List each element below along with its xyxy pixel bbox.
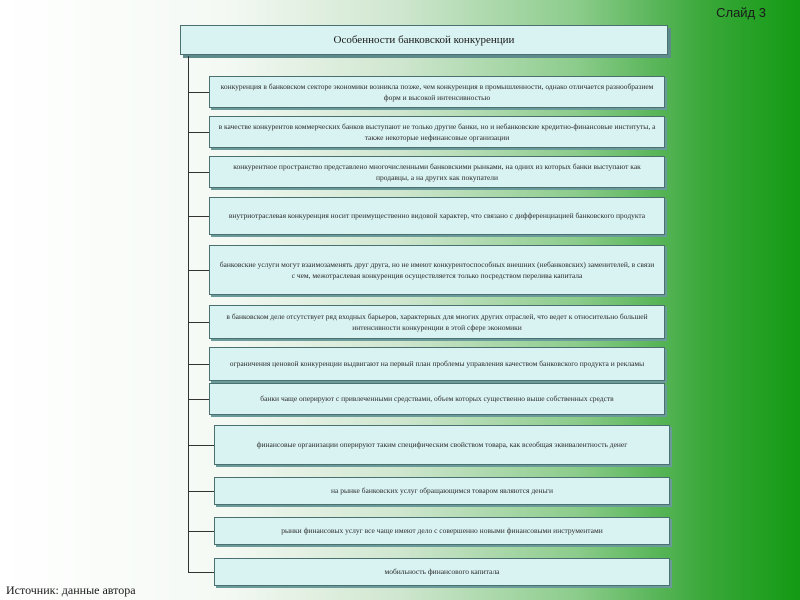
feature-box: мобильность финансового капитала xyxy=(214,558,670,586)
connector-spine xyxy=(188,56,189,572)
connector-tick xyxy=(188,132,209,133)
connector-tick xyxy=(188,216,209,217)
connector-tick xyxy=(188,491,214,492)
connector-tick xyxy=(188,399,209,400)
feature-box: в банковском деле отсутствует ряд входных барьеров, характерных для многих других отраслей, что ведет к относительно большей интенсивности конкуренции в этой сфере экономики xyxy=(209,305,665,339)
connector-tick xyxy=(188,92,209,93)
feature-box: банки чаще оперируют с привлеченными средствами, объем которых существенно выше собственных средств xyxy=(209,383,665,415)
connector-tick xyxy=(188,322,209,323)
connector-tick xyxy=(188,445,214,446)
feature-box: в качестве конкурентов коммерческих банков выступают не только другие банки, но и небанковские кредитно-финансовые институты, а также некоторые нефинансовые организации xyxy=(209,116,665,148)
diagram-title: Особенности банковской конкуренции xyxy=(180,25,668,55)
feature-box: банковские услуги могут взаимозаменять друг друга, но не имеют конкурентоспособных внешних (небанковских) заменителей, в связи с чем, межотраслевая конкуренция осуществляется только посредством перелива капитала xyxy=(209,245,665,295)
feature-box: внутриотраслевая конкуренция носит преимущественно видовой характер, что связано с дифференциацией банковского продукта xyxy=(209,197,665,235)
feature-box: конкуренция в банковском секторе экономики возникла позже, чем конкуренция в промышленности, однако отличается разнообразием форм и высокой интенсивностью xyxy=(209,76,665,108)
feature-box: финансовые организации оперируют таким специфическим свойством товара, как всеобщая эквивалентность денег xyxy=(214,425,670,465)
connector-tick xyxy=(188,270,209,271)
source-note: Источник: данные автора xyxy=(6,583,136,597)
feature-box: конкурентное пространство представлено многочисленными банковскими рынками, на одних из которых банки выступают как продавцы, а на других как покупатели xyxy=(209,156,665,188)
feature-box: на рынке банковских услуг обращающимся товаром являются деньги xyxy=(214,477,670,505)
connector-tick xyxy=(188,364,209,365)
feature-box: ограничения ценовой конкуренции выдвигают на первый план проблемы управления качеством банковского продукта и рекламы xyxy=(209,347,665,381)
connector-tick xyxy=(188,572,214,573)
slide-number: Слайд 3 xyxy=(716,5,766,20)
feature-box: рынки финансовых услуг все чаще имеют дело с совершенно новыми финансовыми инструментами xyxy=(214,517,670,545)
connector-tick xyxy=(188,172,209,173)
connector-tick xyxy=(188,531,214,532)
